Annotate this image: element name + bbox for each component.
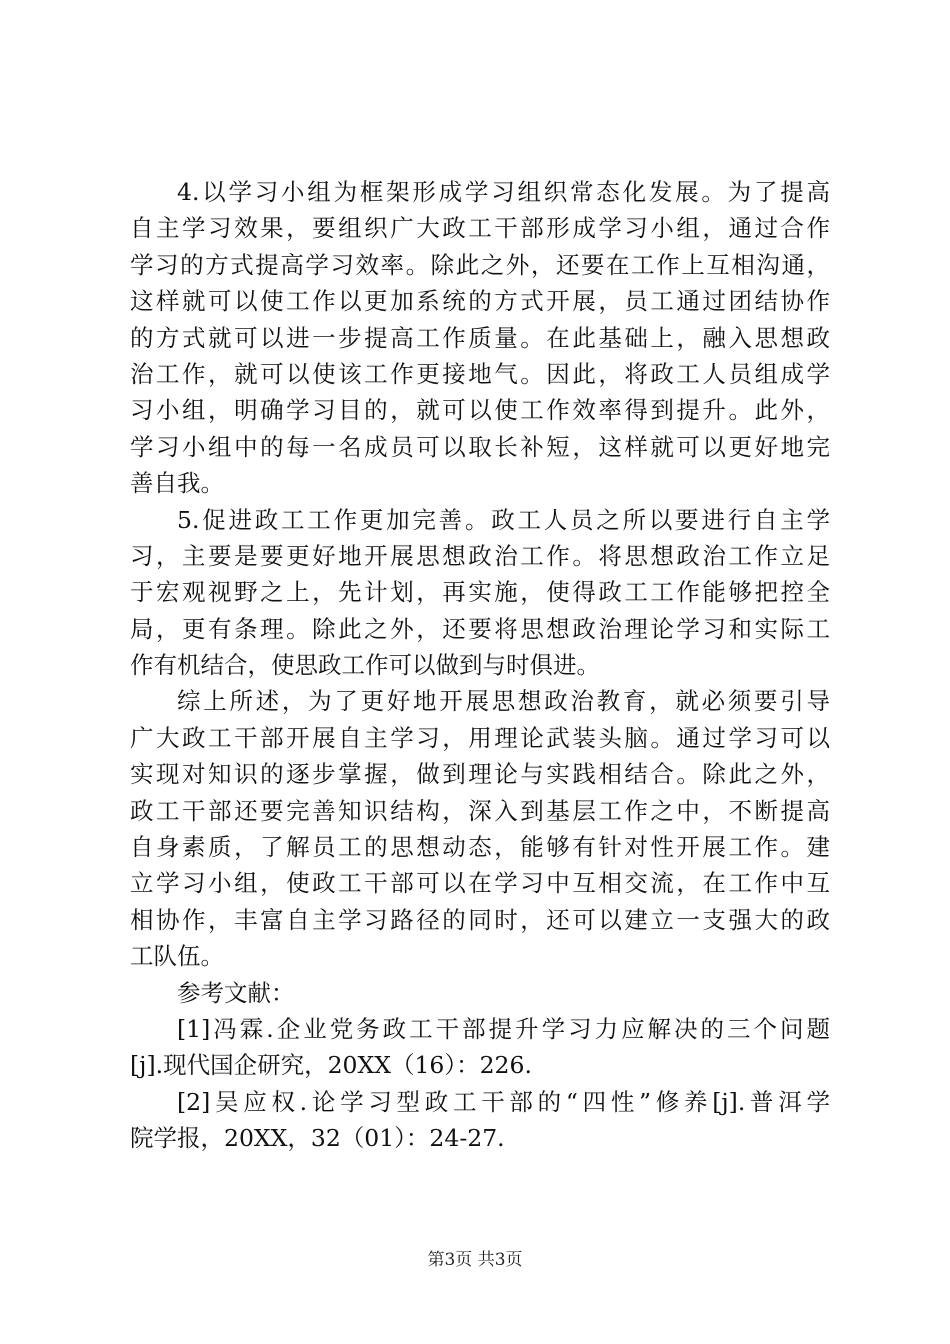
body-line: 实现对知识的逐步掌握，做到理论与实践相结合。除此之外， (130, 760, 830, 789)
references-heading: 参考文献： (177, 978, 295, 1007)
body-line: 立学习小组，使政工干部可以在学习中互相交流，在工作中互 (130, 869, 830, 898)
body-line: 政工干部还要完善知识结构，深入到基层工作之中，不断提高 (130, 796, 830, 825)
body-line: 学习的方式提高学习效率。除此之外，还要在工作上互相沟通， (130, 250, 830, 279)
reference-item: [j].现代国企研究，20XX（16）：226. (130, 1051, 532, 1080)
document-body (130, 174, 830, 1157)
body-line: 习，主要是要更好地开展思想政治工作。将思想政治工作立足 (130, 541, 830, 570)
reference-item: [1]冯霖.企业党务政工干部提升学习力应解决的三个问题 (177, 1014, 830, 1043)
body-line: 5.促进政工工作更加完善。政工人员之所以要进行自主学 (177, 505, 830, 534)
body-line: 自主学习效果，要组织广大政工干部形成学习小组，通过合作 (130, 214, 830, 243)
body-line: 广大政工干部开展自主学习，用理论武装头脑。通过学习可以 (130, 723, 830, 752)
body-line: 自身素质，了解员工的思想动态，能够有针对性开展工作。建 (130, 833, 830, 862)
body-line: 作有机结合，使思政工作可以做到与时俱进。 (130, 651, 600, 680)
body-line: 于宏观视野之上，先计划，再实施，使得政工工作能够把控全 (130, 578, 830, 607)
reference-item: 院学报，20XX，32（01）：24-27. (130, 1124, 505, 1153)
body-line: 相协作，丰富自主学习路径的同时，还可以建立一支强大的政 (130, 905, 830, 934)
body-line: 工队伍。 (130, 942, 224, 971)
body-line: 综上所述，为了更好地开展思想政治教育，就必须要引导 (177, 687, 830, 716)
body-line: 习小组，明确学习目的，就可以使工作效率得到提升。此外， (130, 396, 830, 425)
reference-item: [2]吴应权.论学习型政工干部的“四性”修养[j].普洱学 (177, 1087, 830, 1116)
body-line: 善自我。 (130, 469, 224, 498)
body-line: 的方式就可以进一步提高工作质量。在此基础上，融入思想政 (130, 323, 830, 352)
body-line: 4.以学习小组为框架形成学习组织常态化发展。为了提高 (177, 178, 830, 206)
body-line: 这样就可以使工作以更加系统的方式开展，员工通过团结协作 (130, 287, 830, 316)
body-line: 治工作，就可以使该工作更接地气。因此，将政工人员组成学 (130, 359, 830, 388)
body-line: 局，更有条理。除此之外，还要将思想政治理论学习和实际工 (130, 614, 830, 643)
body-line: 学习小组中的每一名成员可以取长补短，这样就可以更好地完 (130, 432, 830, 461)
page-number-footer: 第3页 共3页 (427, 1250, 523, 1270)
